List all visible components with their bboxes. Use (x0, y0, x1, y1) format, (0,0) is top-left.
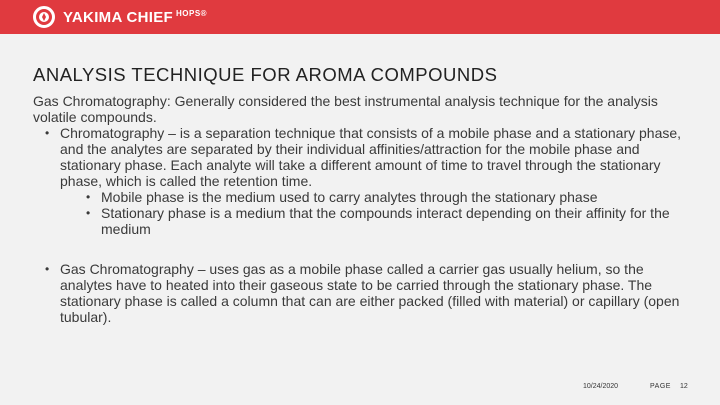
bullet-text: Gas Chromatography – uses gas as a mobile phase called a carrier gas usually helium, so the analytes have to heated into their gaseous state to be carried through the stationary phase. The stationary phase is called a column that can are either packed (filled with material) or capillary (open tubular). (60, 261, 680, 325)
bullet-text: Chromatography – is a separation technique that consists of a mobile phase and a stationary phase, and the analytes are separated by their individual affinities/attraction for the mobile phase and stationary phase. Each analyte will take a different amount of time to travel through the stationary phase, which is called the retention time. (60, 125, 682, 189)
footer-page-number: 12 (680, 383, 688, 390)
footer-date: 10/24/2020 (583, 383, 619, 390)
bullet-gas-chromatography (33, 261, 693, 325)
slide-body (33, 93, 693, 325)
bullet-text: Mobile phase is the medium used to carry analytes through the stationary phase (101, 189, 598, 205)
bullet-text: Stationary phase is a medium that the compounds interact depending on their affinity for the medium (101, 205, 670, 237)
sub-bullet-mobile-phase (33, 189, 693, 205)
footer-page-label: PAGE (650, 383, 671, 390)
bullet-icon: • (45, 126, 50, 140)
bullet-icon: • (86, 206, 91, 220)
sub-bullet-stationary-phase (33, 205, 693, 237)
spacer (33, 237, 693, 261)
bullet-chromatography (33, 125, 693, 189)
bullet-icon: • (86, 190, 91, 204)
header-bar (0, 0, 720, 34)
logo-brand-suffix: HOPS® (176, 8, 208, 18)
logo-brand-text: YAKIMA CHIEF (63, 8, 173, 26)
bullet-icon: • (45, 262, 50, 276)
company-logo (33, 6, 207, 28)
slide-title: ANALYSIS TECHNIQUE FOR AROMA COMPOUNDS (33, 64, 498, 85)
hop-logo-icon (33, 6, 55, 28)
intro-paragraph: Gas Chromatography: Generally considered the best instrumental analysis technique for the analysis volatile compounds. (33, 93, 658, 125)
